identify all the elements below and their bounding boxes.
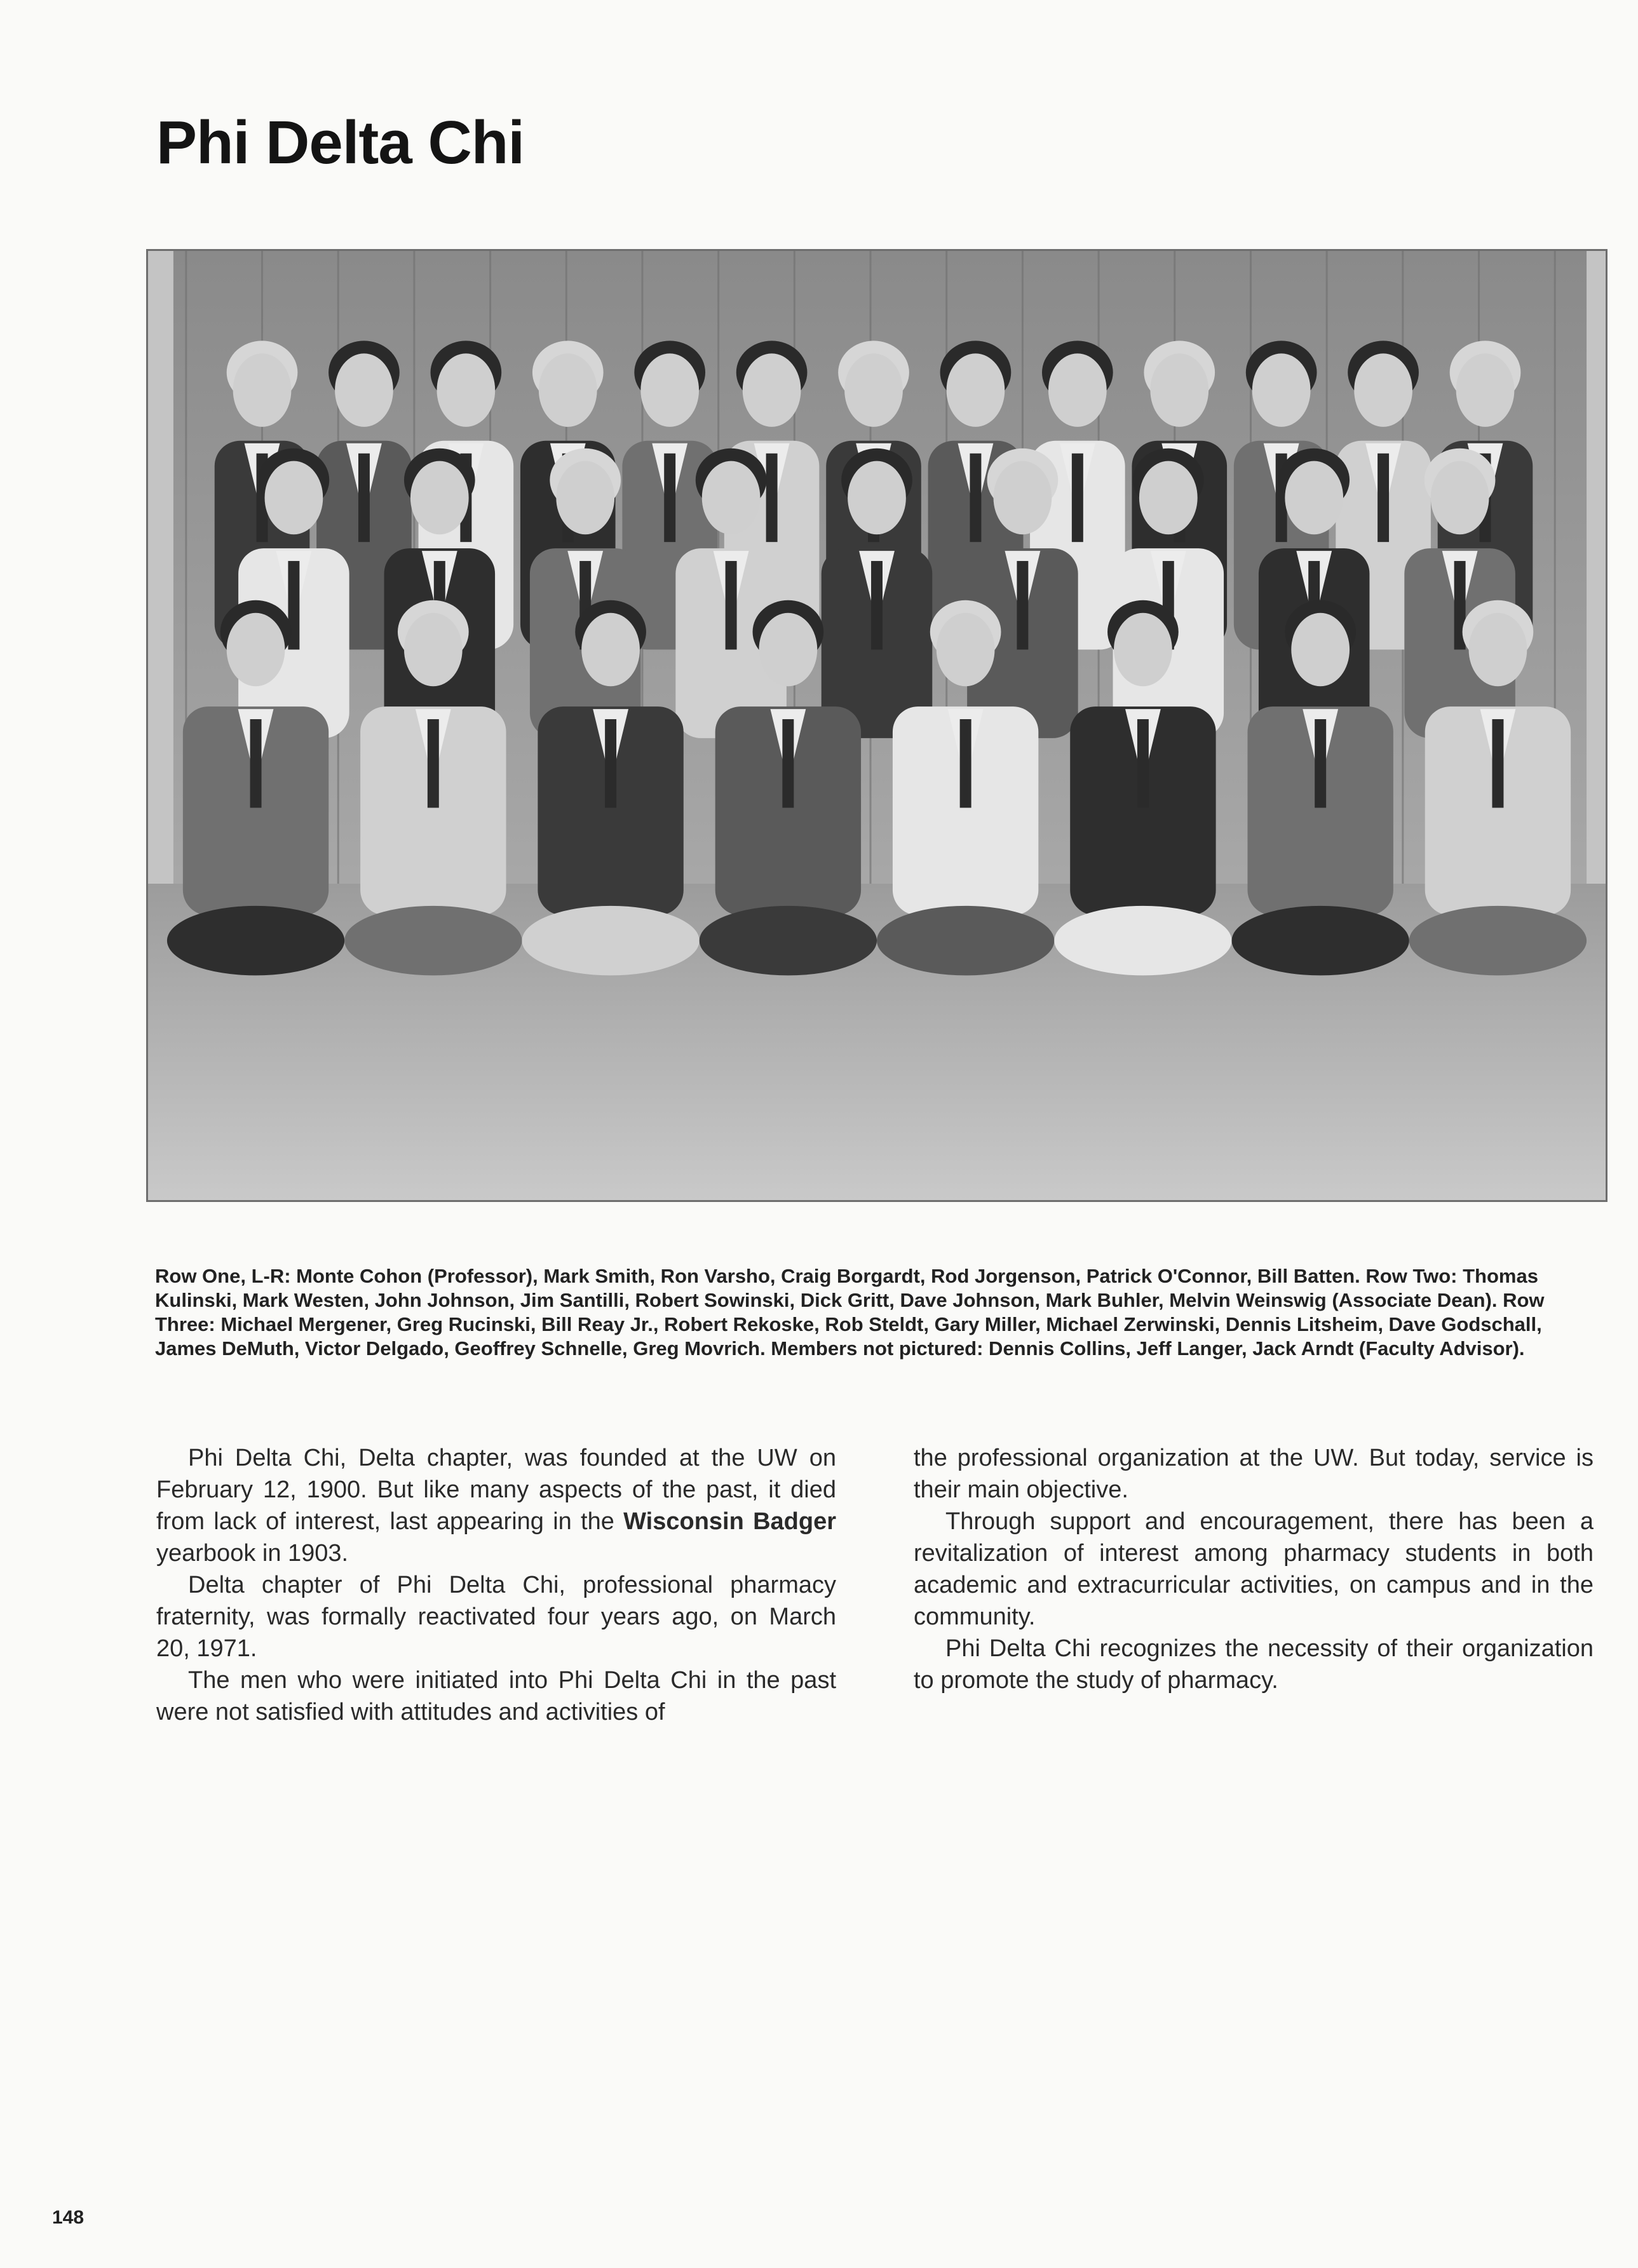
paragraph-text: yearbook in 1903. — [156, 1540, 349, 1567]
person-head — [1456, 353, 1515, 427]
paragraph-text: Phi Delta Chi, Delta chapter, was founded at the UW on February 12, 1900. But like many aspects of the past, it died from lack of interest, last appearing in the — [156, 1445, 836, 1535]
person-tie — [664, 454, 675, 542]
person-head — [404, 613, 463, 687]
person-tie — [766, 454, 778, 542]
article-column-right — [914, 1442, 1594, 1696]
person-legs — [877, 906, 1054, 976]
person-head — [937, 613, 995, 687]
person-head — [1252, 353, 1311, 427]
article-paragraph: Phi Delta Chi recognizes the necessity of their organization to promote the study of pharmacy. — [914, 1635, 1594, 1694]
person-head — [994, 461, 1052, 535]
person-head — [759, 613, 817, 687]
person-tie — [1377, 454, 1389, 542]
person-tie — [428, 719, 439, 807]
person-head — [437, 353, 495, 427]
person-legs — [1232, 906, 1409, 976]
person-head — [1048, 353, 1107, 427]
person-tie — [1492, 719, 1503, 807]
yearbook-name: Wisconsin Badger — [623, 1508, 836, 1535]
person-head — [410, 461, 469, 535]
person-head — [539, 353, 597, 427]
person-legs — [344, 906, 522, 976]
person-tie — [871, 561, 883, 649]
person-tie — [970, 454, 981, 542]
person-head — [1285, 461, 1343, 535]
person-head — [556, 461, 614, 535]
person-head — [1431, 461, 1489, 535]
person-legs — [522, 906, 699, 976]
person-head — [743, 353, 801, 427]
person-legs — [167, 906, 344, 976]
person-tie — [1315, 719, 1326, 807]
person-legs — [700, 906, 877, 976]
person-head — [1139, 461, 1198, 535]
person-tie — [1072, 454, 1083, 542]
photo-caption: Row One, L-R: Monte Cohon (Professor), Mark Smith, Ron Varsho, Craig Borgardt, Rod Jorgenson, Patrick O'Connor, Bill Batten. Row Two: Thomas Kulinski, Mark Westen, John Johnson, Jim Santilli, Robert Sowinski, Dick Gritt, Dave Johnson, Mark Buhler, Melvin Weinswig (Associate Dean). Row Three: Michael Mergener, Greg Rucinski, Bill Reay Jr., Robert Rekoske, Rob Steldt, Gary Miller, Michael Zerwinski, Dennis Litsheim, Dave Godschall, James DeMuth, Victor Delgado, Geoffrey Schnelle, Greg Movrich. Members not pictured: Dennis Collins, Jeff Langer, Jack Arndt (Faculty Advisor). — [155, 1265, 1545, 1360]
group-photo — [146, 249, 1608, 1202]
person-legs — [1054, 906, 1231, 976]
person-legs — [1409, 906, 1587, 976]
person-tie — [1017, 561, 1028, 649]
page-title: Phi Delta Chi — [156, 109, 525, 177]
person-head — [848, 461, 906, 535]
person-tie — [605, 719, 616, 807]
person-head — [227, 613, 285, 687]
person-head — [947, 353, 1005, 427]
person-tie — [1137, 719, 1149, 807]
person-tie — [358, 454, 370, 542]
person-head — [1291, 613, 1350, 687]
person-head — [844, 353, 903, 427]
person-head — [640, 353, 699, 427]
article-column-left — [156, 1442, 836, 1728]
article-paragraph — [156, 1442, 836, 1569]
person-tie — [782, 719, 794, 807]
person-head — [1469, 613, 1527, 687]
person-head — [1114, 613, 1172, 687]
article-paragraph: The men who were initiated into Phi Delta Chi in the past were not satisfied with attitudes and activities of — [156, 1667, 836, 1725]
person-tie — [726, 561, 737, 649]
person-head — [702, 461, 761, 535]
article-paragraph: the professional organization at the UW. But today, service is their main objective. — [914, 1445, 1594, 1503]
page-number: 148 — [52, 2207, 85, 2228]
person-head — [335, 353, 393, 427]
article-paragraph: Delta chapter of Phi Delta Chi, professional pharmacy fraternity, was formally reactivated four years ago, on March 20, 1971. — [156, 1572, 836, 1662]
person-tie — [960, 719, 971, 807]
person-head — [265, 461, 323, 535]
article-paragraph: Through support and encouragement, there has been a revitalization of interest among pharmacy students in both academic and extracurricular activities, on campus and in the community. — [914, 1508, 1594, 1630]
person-head — [233, 353, 292, 427]
person-head — [581, 613, 640, 687]
group-photo-illustration — [148, 251, 1606, 1200]
person-head — [1354, 353, 1412, 427]
person-tie — [250, 719, 262, 807]
person-head — [1150, 353, 1208, 427]
